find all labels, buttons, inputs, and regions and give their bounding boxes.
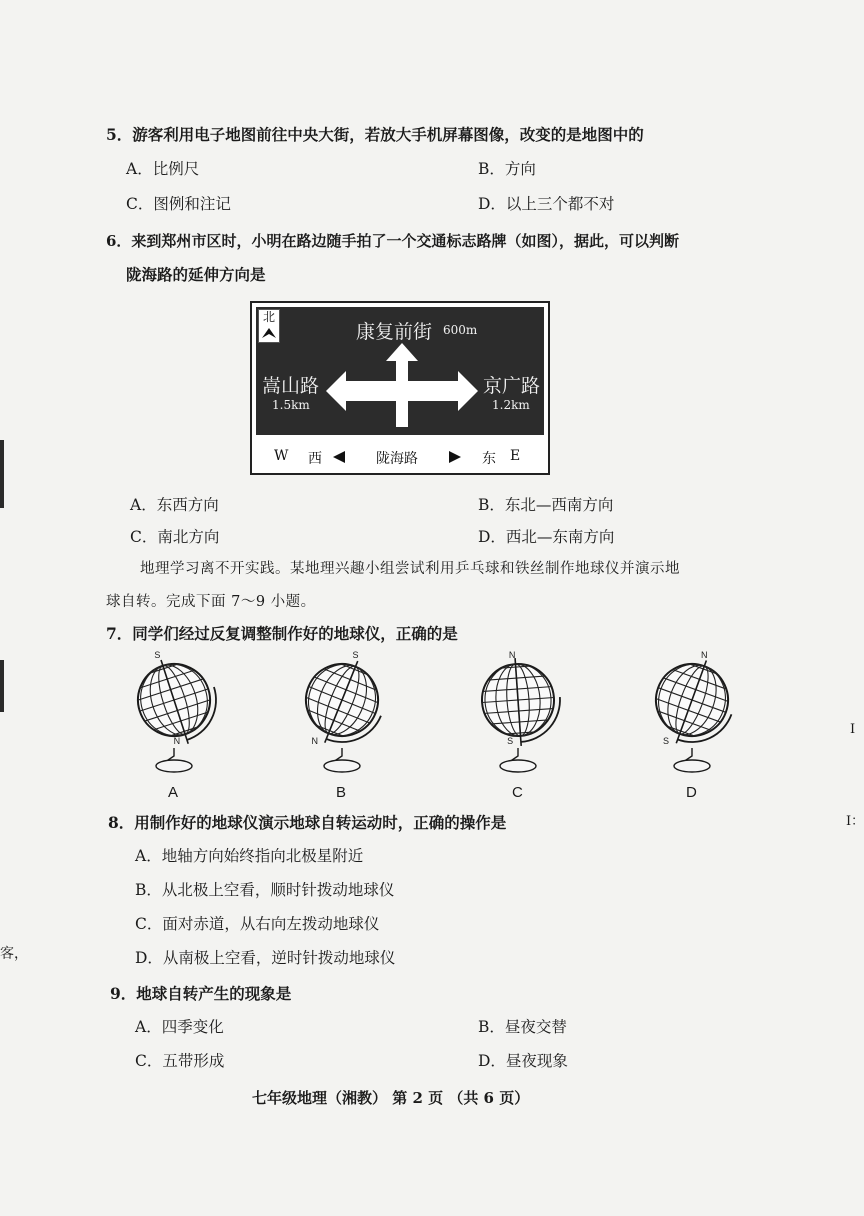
q9-option-d: D．昼夜现象 xyxy=(478,1052,568,1070)
strip-e: E xyxy=(510,448,521,464)
right-margin-text: I xyxy=(850,722,856,737)
globe-option-c xyxy=(474,650,570,801)
strip-east: 东 xyxy=(482,451,496,467)
sign-board xyxy=(256,307,544,435)
intro-line1: 地理学习离不开实践。某地理兴趣小组尝试利用乒乓球和铁丝制作地球仪并演示地 xyxy=(140,561,680,577)
q6-option-a: A．东西方向 xyxy=(130,496,219,514)
globe-option-label: D xyxy=(686,784,697,801)
globe-bottom-pole-label: S xyxy=(507,736,514,746)
globe-bottom-pole-label: S xyxy=(662,736,669,746)
strip-road-name: 陇海路 xyxy=(376,451,418,467)
q5-option-c: C．图例和注记 xyxy=(126,195,231,213)
strip-west: 西 xyxy=(308,451,322,467)
north-indicator xyxy=(258,309,280,343)
north-arrow-icon xyxy=(260,327,278,339)
sign-right-road: 京广路 xyxy=(483,375,541,397)
globe-option-label: A xyxy=(168,784,179,801)
q8-option-a: A．地轴方向始终指向北极星附近 xyxy=(135,847,364,865)
sign-left-road: 嵩山路 xyxy=(262,375,320,397)
q6-stem-line2: 陇海路的延伸方向是 xyxy=(126,265,266,284)
q8-option-b: B．从北极上空看，顺时针拨动地球仪 xyxy=(135,881,395,899)
q5-stem: 5．游客利用电子地图前往中央大街，若放大手机屏幕图像，改变的是地图中的 xyxy=(106,125,644,144)
q6-stem-line1: 6．来到郑州市区时，小明在路边随手拍了一个交通标志路牌（如图），据此，可以判断 xyxy=(106,232,679,250)
right-margin-text: I： xyxy=(846,814,864,829)
scan-edge-mark xyxy=(0,660,4,712)
q5-option-d: D．以上三个都不对 xyxy=(478,195,615,213)
q8-stem: 8．用制作好的地球仪演示地球自转运动时，正确的操作是 xyxy=(108,813,507,832)
scan-edge-mark xyxy=(0,440,4,508)
globe-top-pole-label: N xyxy=(508,650,516,660)
strip-w: W xyxy=(274,448,289,464)
globe-icon xyxy=(298,656,394,776)
q8-option-d: D．从南极上空看，逆时针拨动地球仪 xyxy=(135,949,396,967)
q9-option-c: C．五带形成 xyxy=(135,1052,225,1070)
globe-top-pole-label: S xyxy=(154,650,161,660)
globe-bottom-pole-label: N xyxy=(173,736,181,746)
globe-option-d xyxy=(648,650,744,801)
left-margin-text: 客， xyxy=(0,946,28,962)
globe-option-label: B xyxy=(336,784,347,801)
q6-option-c: C．南北方向 xyxy=(130,528,220,546)
q8-option-c: C．面对赤道，从右向左拨动地球仪 xyxy=(135,915,380,933)
q9-option-b: B．昼夜交替 xyxy=(478,1018,567,1036)
sign-top-distance: 600m xyxy=(443,323,478,337)
q7-stem: 7．同学们经过反复调整制作好的地球仪，正确的是 xyxy=(106,624,458,643)
west-arrow-icon xyxy=(332,450,346,464)
cross-arrow-icon xyxy=(324,343,480,427)
globe-bottom-pole-label: N xyxy=(311,736,319,746)
globe-icon xyxy=(648,656,744,776)
q5-option-a: A．比例尺 xyxy=(126,160,200,178)
sign-left-distance: 1.5km xyxy=(272,398,310,412)
q9-option-a: A．四季变化 xyxy=(135,1018,224,1036)
q6-option-d: D．西北—东南方向 xyxy=(478,528,615,546)
q5-option-b: B．方向 xyxy=(478,160,536,178)
globe-icon xyxy=(474,656,570,776)
globe-icon xyxy=(130,656,226,776)
globe-top-pole-label: S xyxy=(352,650,359,660)
globe-top-pole-label: N xyxy=(701,650,708,660)
road-direction-strip xyxy=(252,441,548,473)
q6-option-b: B．东北—西南方向 xyxy=(478,496,614,514)
page-footer: 七年级地理（湘教） 第 2 页 （共 6 页） xyxy=(252,1089,530,1107)
globe-option-b xyxy=(298,650,394,801)
q9-stem: 9．地球自转产生的现象是 xyxy=(110,984,292,1003)
north-label: 北 xyxy=(262,310,275,324)
intro-line2: 球自转。完成下面 7～9 小题。 xyxy=(106,594,316,610)
traffic-sign-figure xyxy=(250,301,550,475)
sign-top-road: 康复前街 xyxy=(356,321,433,343)
sign-right-distance: 1.2km xyxy=(492,398,530,412)
globe-option-label: C xyxy=(512,784,523,801)
east-arrow-icon xyxy=(448,450,462,464)
globe-option-a xyxy=(130,650,226,801)
